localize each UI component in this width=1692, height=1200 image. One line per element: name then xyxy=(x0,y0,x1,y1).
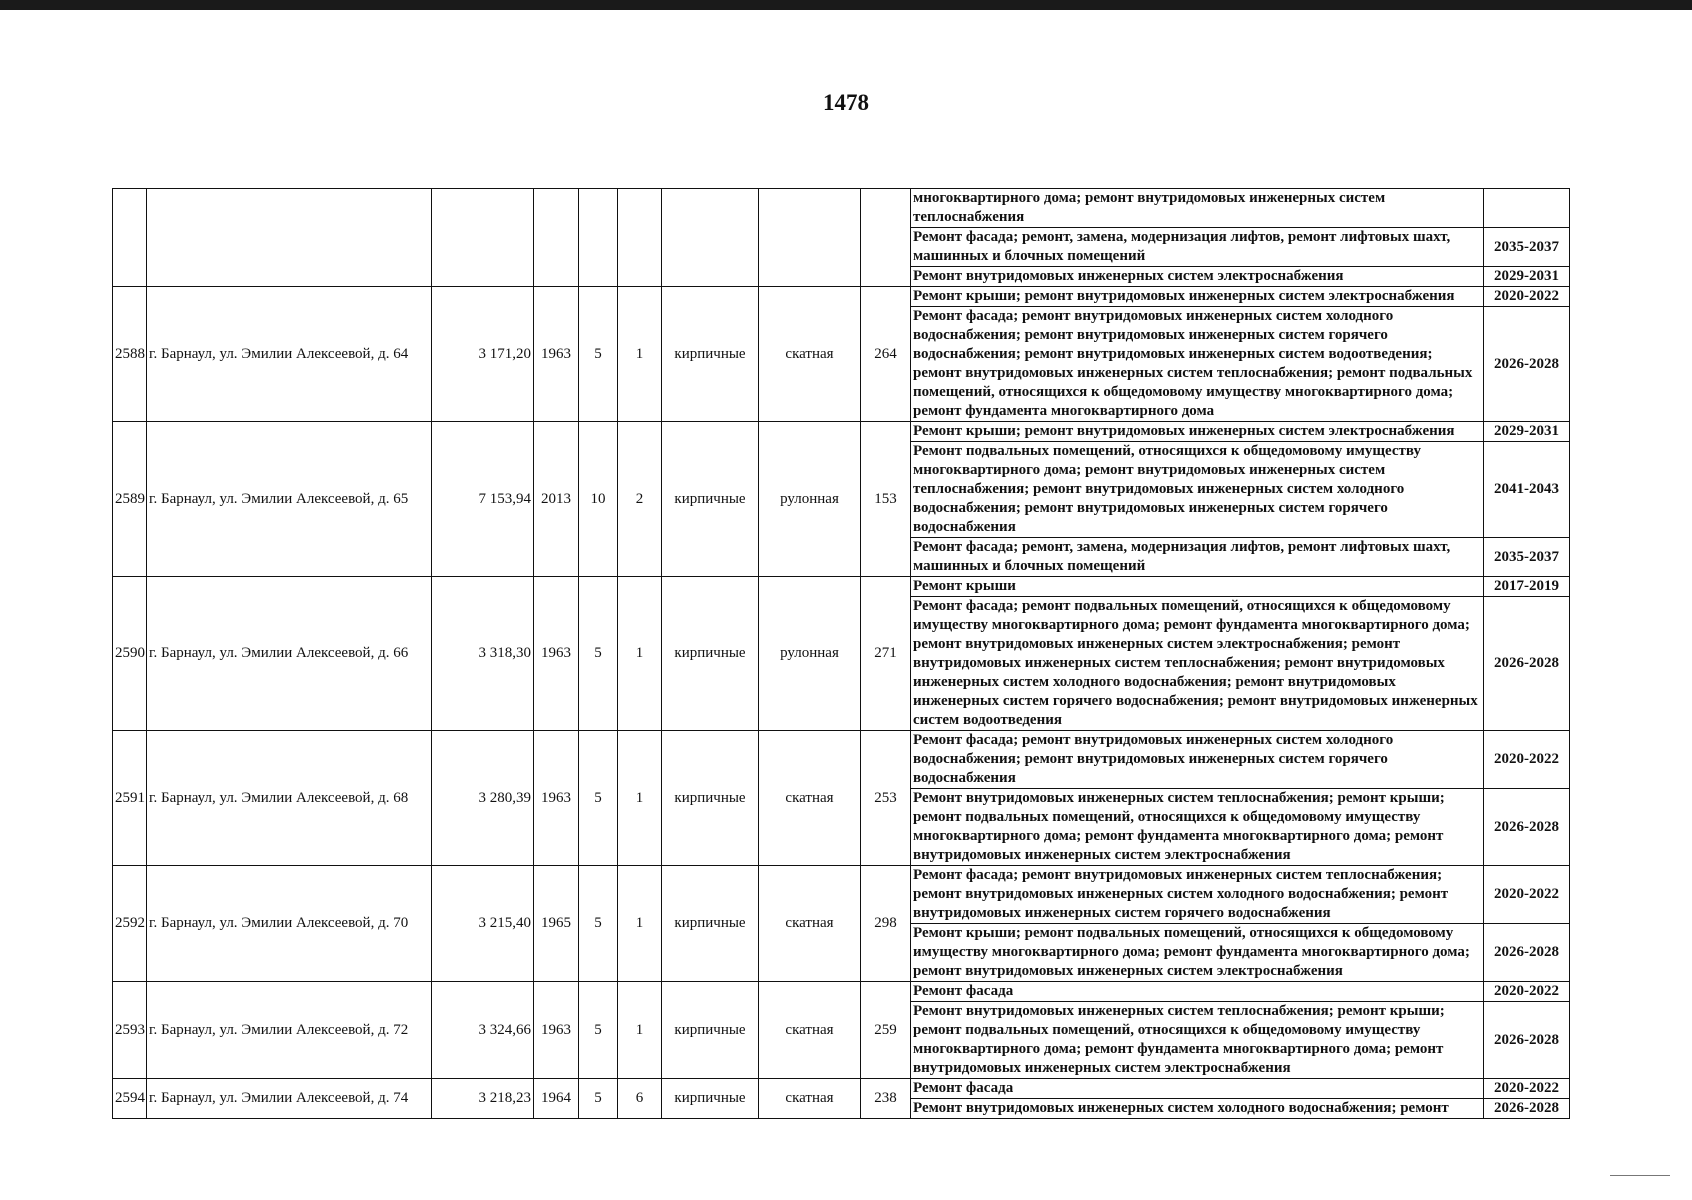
row-number-cell: 2588 xyxy=(113,287,147,422)
residents-cell: 253 xyxy=(861,731,911,866)
entrances-cell xyxy=(618,189,662,287)
build-year-cell: 1963 xyxy=(534,982,579,1079)
wall-material-cell: кирпичные xyxy=(662,1079,759,1119)
entrances-cell: 1 xyxy=(618,287,662,422)
address-cell: г. Барнаул, ул. Эмилии Алексеевой, д. 74 xyxy=(147,1079,432,1119)
table-row xyxy=(113,866,1570,924)
build-year-cell: 1963 xyxy=(534,731,579,866)
total-area-cell: 3 324,66 xyxy=(432,982,534,1079)
roof-type-cell: скатная xyxy=(759,1079,861,1119)
table-row xyxy=(113,982,1570,1002)
address-cell: г. Барнаул, ул. Эмилии Алексеевой, д. 70 xyxy=(147,866,432,982)
wall-material-cell: кирпичные xyxy=(662,577,759,731)
period-cell: 2020-2022 xyxy=(1484,982,1570,1002)
work-description-cell: Ремонт фасада; ремонт внутридомовых инженерных систем холодного водоснабжения; ремонт внутридомовых инженерных систем горячего водоснабжения xyxy=(911,731,1484,789)
table-row xyxy=(113,422,1570,442)
period-cell: 2026-2028 xyxy=(1484,307,1570,422)
period-cell: 2029-2031 xyxy=(1484,422,1570,442)
address-cell: г. Барнаул, ул. Эмилии Алексеевой, д. 72 xyxy=(147,982,432,1079)
residents-cell: 153 xyxy=(861,422,911,577)
row-number-cell xyxy=(113,189,147,287)
entrances-cell: 1 xyxy=(618,731,662,866)
total-area-cell: 3 215,40 xyxy=(432,866,534,982)
work-description-cell: Ремонт внутридомовых инженерных систем теплоснабжения; ремонт крыши; ремонт подвальных помещений, относящихся к общедомовому имуществу многоквартирного дома; ремонт фундамента многоквартирного дома; ремонт внутридомовых инженерных систем электроснабжения xyxy=(911,789,1484,866)
period-cell: 2026-2028 xyxy=(1484,924,1570,982)
row-number-cell: 2591 xyxy=(113,731,147,866)
roof-type-cell: скатная xyxy=(759,866,861,982)
work-description-cell: Ремонт фасада xyxy=(911,982,1484,1002)
address-cell: г. Барнаул, ул. Эмилии Алексеевой, д. 65 xyxy=(147,422,432,577)
build-year-cell xyxy=(534,189,579,287)
residents-cell: 259 xyxy=(861,982,911,1079)
floors-cell: 5 xyxy=(579,577,618,731)
scan-mark xyxy=(1610,1175,1670,1176)
work-description-cell: Ремонт крыши; ремонт внутридомовых инженерных систем электроснабжения xyxy=(911,287,1484,307)
roof-type-cell: рулонная xyxy=(759,422,861,577)
repair-program-table xyxy=(112,188,1570,1119)
period-cell: 2020-2022 xyxy=(1484,1079,1570,1099)
row-number-cell: 2593 xyxy=(113,982,147,1079)
total-area-cell xyxy=(432,189,534,287)
address-cell xyxy=(147,189,432,287)
work-description-cell: Ремонт фасада; ремонт, замена, модернизация лифтов, ремонт лифтовых шахт, машинных и блочных помещений xyxy=(911,228,1484,267)
table-row xyxy=(113,287,1570,307)
roof-type-cell: скатная xyxy=(759,982,861,1079)
entrances-cell: 1 xyxy=(618,982,662,1079)
residents-cell xyxy=(861,189,911,287)
work-description-cell: Ремонт фасада; ремонт внутридомовых инженерных систем теплоснабжения; ремонт внутридомовых инженерных систем холодного водоснабжения; ремонт внутридомовых инженерных систем горячего водоснабжения xyxy=(911,866,1484,924)
work-description-cell: Ремонт фасада; ремонт подвальных помещений, относящихся к общедомовому имуществу многоквартирного дома; ремонт фундамента многоквартирного дома; ремонт внутридомовых инженерных систем электроснабжения; ремонт внутридомовых инженерных систем теплоснабжения; ремонт внутридомовых инженерных систем холодного водоснабжения; ремонт внутридомовых инженерных систем горячего водоснабжения; ремонт внутридомовых инженерных систем водоотведения xyxy=(911,597,1484,731)
top-border xyxy=(0,0,1692,10)
build-year-cell: 1963 xyxy=(534,287,579,422)
residents-cell: 271 xyxy=(861,577,911,731)
residents-cell: 264 xyxy=(861,287,911,422)
row-number-cell: 2590 xyxy=(113,577,147,731)
roof-type-cell: скатная xyxy=(759,731,861,866)
residents-cell: 238 xyxy=(861,1079,911,1119)
wall-material-cell: кирпичные xyxy=(662,422,759,577)
period-cell xyxy=(1484,189,1570,228)
entrances-cell: 2 xyxy=(618,422,662,577)
period-cell: 2020-2022 xyxy=(1484,866,1570,924)
entrances-cell: 1 xyxy=(618,866,662,982)
total-area-cell: 3 218,23 xyxy=(432,1079,534,1119)
floors-cell: 5 xyxy=(579,287,618,422)
period-cell: 2029-2031 xyxy=(1484,267,1570,287)
period-cell: 2020-2022 xyxy=(1484,287,1570,307)
roof-type-cell: рулонная xyxy=(759,577,861,731)
work-description-cell: Ремонт подвальных помещений, относящихся к общедомовому имуществу многоквартирного дома; ремонт внутридомовых инженерных систем теплоснабжения; ремонт внутридомовых инженерных систем холодного водоснабжения; ремонт внутридомовых инженерных систем горячего водоснабжения xyxy=(911,442,1484,538)
period-cell: 2017-2019 xyxy=(1484,577,1570,597)
row-number-cell: 2592 xyxy=(113,866,147,982)
period-cell: 2035-2037 xyxy=(1484,538,1570,577)
work-description-cell: Ремонт фасада; ремонт, замена, модернизация лифтов, ремонт лифтовых шахт, машинных и блочных помещений xyxy=(911,538,1484,577)
build-year-cell: 1964 xyxy=(534,1079,579,1119)
floors-cell: 5 xyxy=(579,982,618,1079)
work-description-cell: Ремонт фасада xyxy=(911,1079,1484,1099)
period-cell: 2026-2028 xyxy=(1484,1002,1570,1079)
work-description-cell: Ремонт крыши; ремонт подвальных помещений, относящихся к общедомовому имуществу многоквартирного дома; ремонт фундамента многоквартирного дома; ремонт внутридомовых инженерных систем электроснабжения xyxy=(911,924,1484,982)
floors-cell: 5 xyxy=(579,1079,618,1119)
entrances-cell: 1 xyxy=(618,577,662,731)
work-description-cell: Ремонт крыши xyxy=(911,577,1484,597)
build-year-cell: 1965 xyxy=(534,866,579,982)
work-description-cell: Ремонт внутридомовых инженерных систем электроснабжения xyxy=(911,267,1484,287)
table-row xyxy=(113,1079,1570,1099)
period-cell: 2026-2028 xyxy=(1484,789,1570,866)
total-area-cell: 3 171,20 xyxy=(432,287,534,422)
table-row xyxy=(113,189,1570,228)
period-cell: 2026-2028 xyxy=(1484,597,1570,731)
floors-cell: 10 xyxy=(579,422,618,577)
wall-material-cell: кирпичные xyxy=(662,982,759,1079)
total-area-cell: 3 280,39 xyxy=(432,731,534,866)
wall-material-cell: кирпичные xyxy=(662,866,759,982)
page-number: 1478 xyxy=(823,90,869,115)
period-cell: 2026-2028 xyxy=(1484,1099,1570,1119)
floors-cell xyxy=(579,189,618,287)
period-cell: 2020-2022 xyxy=(1484,731,1570,789)
period-cell: 2041-2043 xyxy=(1484,442,1570,538)
total-area-cell: 3 318,30 xyxy=(432,577,534,731)
work-description-cell: Ремонт фасада; ремонт внутридомовых инженерных систем холодного водоснабжения; ремонт внутридомовых инженерных систем горячего водоснабжения; ремонт внутридомовых инженерных систем водоотведения; ремонт внутридомовых инженерных систем теплоснабжения; ремонт подвальных помещений, относящихся к общедомовому имуществу многоквартирного дома; ремонт фундамента многоквартирного дома xyxy=(911,307,1484,422)
roof-type-cell: скатная xyxy=(759,287,861,422)
roof-type-cell xyxy=(759,189,861,287)
table-row xyxy=(113,731,1570,789)
period-cell: 2035-2037 xyxy=(1484,228,1570,267)
work-description-cell: Ремонт внутридомовых инженерных систем теплоснабжения; ремонт крыши; ремонт подвальных помещений, относящихся к общедомовому имуществу многоквартирного дома; ремонт фундамента многоквартирного дома; ремонт внутридомовых инженерных систем электроснабжения xyxy=(911,1002,1484,1079)
floors-cell: 5 xyxy=(579,866,618,982)
work-description-cell: многоквартирного дома; ремонт внутридомовых инженерных систем теплоснабжения xyxy=(911,189,1484,228)
work-description-cell: Ремонт внутридомовых инженерных систем холодного водоснабжения; ремонт xyxy=(911,1099,1484,1119)
wall-material-cell: кирпичные xyxy=(662,731,759,866)
wall-material-cell: кирпичные xyxy=(662,287,759,422)
floors-cell: 5 xyxy=(579,731,618,866)
row-number-cell: 2589 xyxy=(113,422,147,577)
address-cell: г. Барнаул, ул. Эмилии Алексеевой, д. 66 xyxy=(147,577,432,731)
total-area-cell: 7 153,94 xyxy=(432,422,534,577)
entrances-cell: 6 xyxy=(618,1079,662,1119)
build-year-cell: 1963 xyxy=(534,577,579,731)
build-year-cell: 2013 xyxy=(534,422,579,577)
table-row xyxy=(113,577,1570,597)
row-number-cell: 2594 xyxy=(113,1079,147,1119)
wall-material-cell xyxy=(662,189,759,287)
address-cell: г. Барнаул, ул. Эмилии Алексеевой, д. 68 xyxy=(147,731,432,866)
address-cell: г. Барнаул, ул. Эмилии Алексеевой, д. 64 xyxy=(147,287,432,422)
work-description-cell: Ремонт крыши; ремонт внутридомовых инженерных систем электроснабжения xyxy=(911,422,1484,442)
residents-cell: 298 xyxy=(861,866,911,982)
